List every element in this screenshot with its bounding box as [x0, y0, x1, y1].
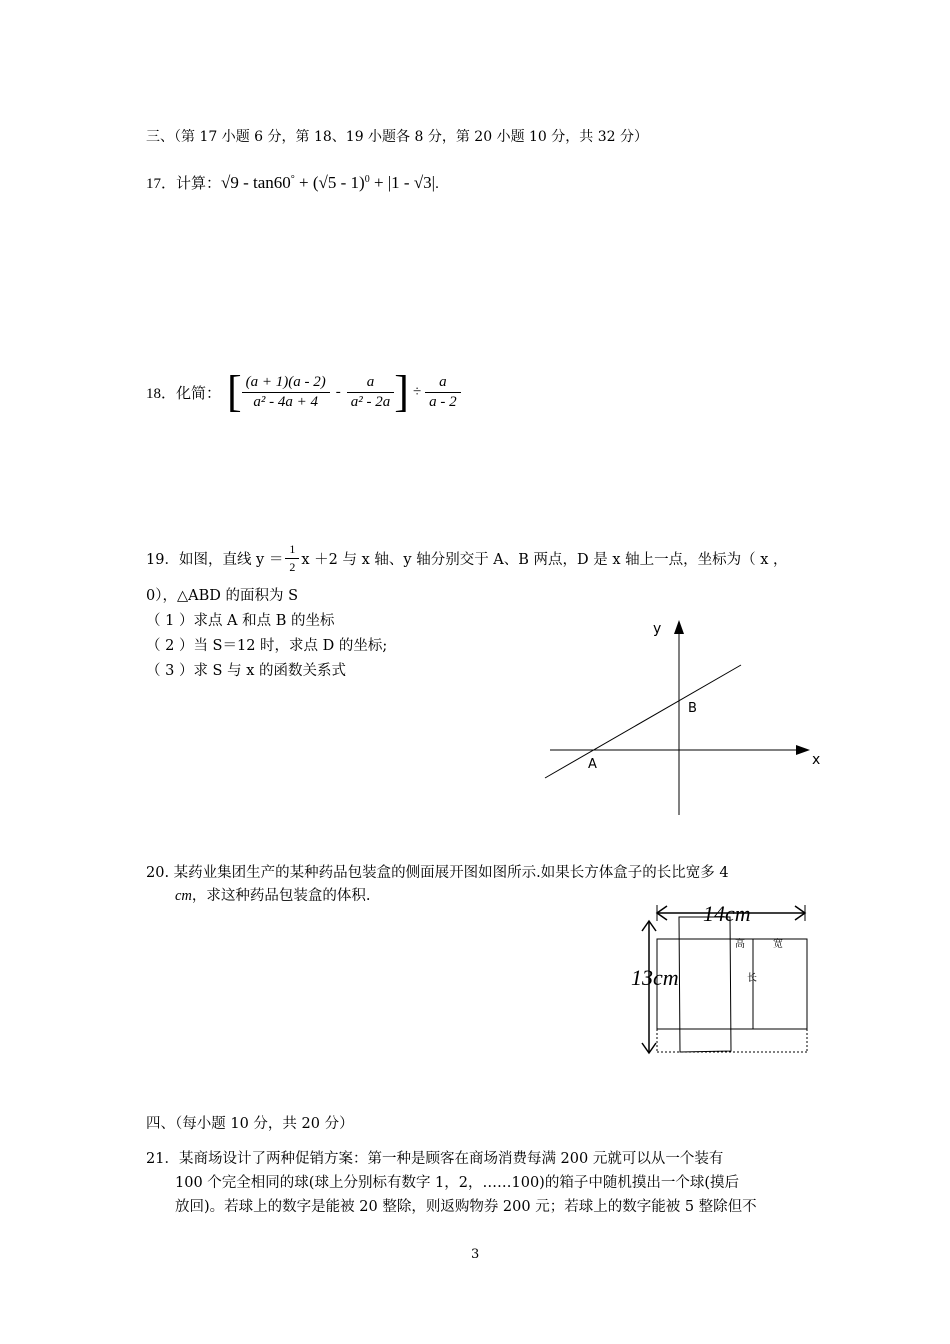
question-18 [146, 364, 461, 420]
q17-end: . [435, 176, 439, 192]
section-4-header: 四、（每小题 10 分，共 20 分） [146, 1116, 354, 1132]
width-label: 14cm [703, 901, 751, 926]
x-axis-label: x [812, 752, 821, 768]
label-chang: 长 [747, 973, 757, 984]
label-gao: 高 [735, 939, 745, 950]
q18-number: 18．化简： [146, 385, 222, 402]
q17-expr-b: + (√5 - 1) [294, 173, 365, 192]
q17-expr-a: √9 - tan60 [221, 173, 291, 192]
q19-half-fraction [285, 542, 299, 575]
point-b-label: B [688, 701, 697, 716]
question-20-line-2 [175, 884, 371, 905]
question-19-part-3: （ 3 ）求 S 与 x 的函数关系式 [146, 663, 346, 679]
q17-power: 0 [364, 174, 370, 185]
question-21-line-2: 100 个完全相同的球(球上分别标有数字 1，2，……100)的箱子中随机摸出一个球(摸后 [175, 1175, 739, 1191]
q17-expr-c: + |1 - √3| [369, 173, 436, 192]
question-19-part-2: （ 2 ）当 S＝12 时，求点 D 的坐标; [146, 638, 388, 654]
question-20-line-1: 20. 某药业集团生产的某种药品包装盒的侧面展开图如图所示.如果长方体盒子的长比宽多 4 [146, 865, 729, 881]
question-19-line-2: 0），△ABD 的面积为 S [146, 588, 299, 604]
q18-frac3-denominator: a - 2 [429, 393, 457, 410]
q18-frac3-numerator: a [425, 374, 461, 393]
height-label: 13cm [631, 965, 679, 990]
q20-box-net-figure [625, 895, 825, 1065]
q18-divide: ÷ [412, 383, 422, 400]
page-number: 3 [471, 1247, 480, 1262]
q18-fraction-2 [347, 374, 395, 411]
y-axis-arrow-icon [674, 620, 684, 634]
question-17 [146, 172, 439, 193]
question-21-line-1: 21．某商场设计了两种促销方案：第一种是顾客在商场消费每满 200 元就可以从一个装有 [146, 1151, 724, 1167]
q20-unit: cm [175, 888, 192, 904]
q19-text-b: x ＋2 与 x 轴、y 轴分别交于 A、B 两点，D 是 x 轴上一点，坐标为（ x ， [301, 551, 788, 568]
point-a-label: A [588, 757, 597, 772]
q18-frac2-denominator: a² - 2a [350, 393, 391, 410]
question-19-line-1 [146, 538, 788, 578]
q18-right-bracket: ] [394, 367, 409, 416]
net-side-column [679, 917, 731, 1052]
q20-text: ，求这种药品包装盒的体积. [191, 888, 371, 904]
q18-fraction-3 [425, 374, 461, 411]
y-axis-label: y [653, 621, 662, 637]
x-axis-arrow-icon [796, 745, 810, 755]
q18-frac1-denominator: a² - 4a + 4 [253, 393, 319, 410]
q17-number: 17．计算： [146, 176, 222, 192]
question-21-line-3: 放回)。若球上的数字是能被 20 整除，则返购物券 200 元；若球上的数字能被 5 整除但不 [175, 1199, 757, 1215]
line-ab [545, 665, 741, 778]
question-19-part-1: （ 1 ）求点 A 和点 B 的坐标 [146, 613, 335, 629]
q17-degree: ° [290, 174, 295, 185]
q19-half-numerator: 1 [285, 542, 299, 559]
q19-half-denominator: 2 [289, 559, 296, 574]
q18-minus: - [335, 383, 341, 400]
label-kuan: 宽 [773, 939, 783, 950]
q18-frac2-numerator: a [347, 374, 395, 393]
q19-coordinate-graph [540, 610, 830, 820]
section-3-header: 三、（第 17 小题 6 分，第 18、19 小题各 8 分，第 20 小题 10 分，共 32 分） [146, 129, 649, 145]
q18-frac1-numerator: (a + 1)(a - 2) [242, 374, 330, 393]
q18-fraction-1 [242, 374, 330, 411]
q19-text-a: 19．如图，直线 y ＝ [146, 551, 284, 568]
q18-left-bracket: [ [227, 367, 242, 416]
